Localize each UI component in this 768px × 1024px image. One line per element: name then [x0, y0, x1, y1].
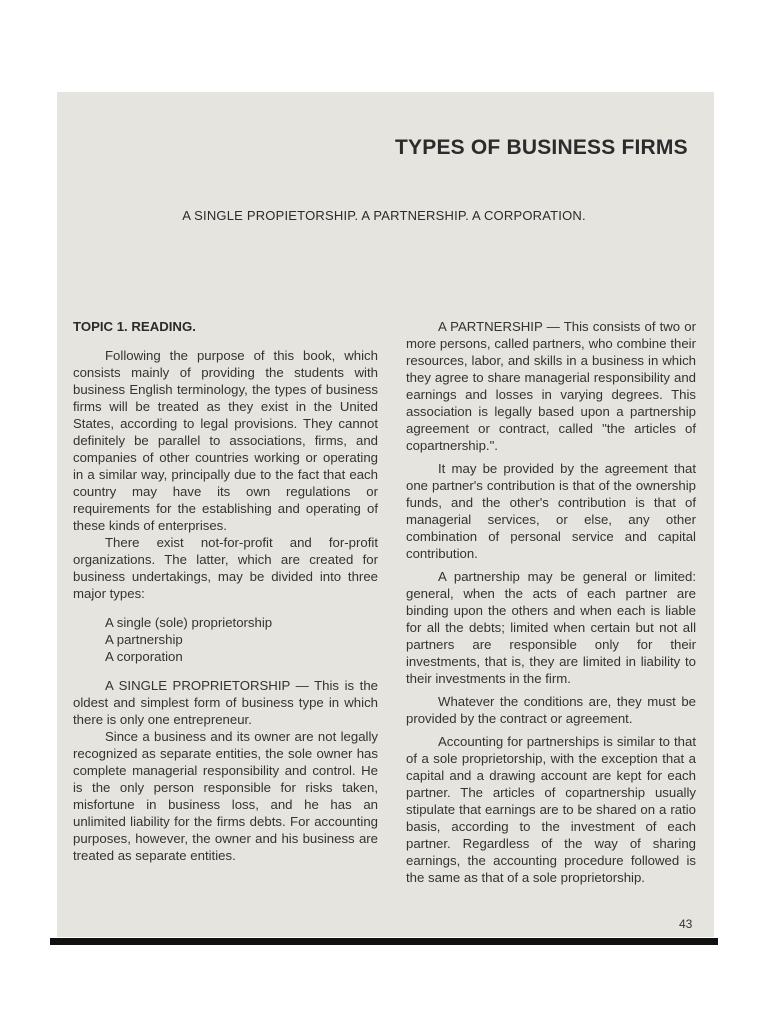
- left-column: [73, 318, 378, 864]
- page-subtitle: A SINGLE PROPIETORSHIP. A PARTNERSHIP. A CORPORATION.: [182, 208, 586, 223]
- paragraph: A partnership may be general or limited: general, when the acts of each partner are binding upon the others and when each is liable for all the debts; limited when certain but not all partners are responsible only for their investments, that is, they are limited in liability to their investments in the firm.: [406, 569, 696, 686]
- paragraph: There exist not-for-profit and for-profit organizations. The latter, which are created for business undertakings, may be divided into three major types:: [73, 535, 378, 601]
- list-item: A partnership: [105, 632, 183, 647]
- page-title: TYPES OF BUSINESS FIRMS: [395, 136, 688, 159]
- paragraph: Following the purpose of this book, which consists mainly of providing the students with business English terminology, the types of business firms will be treated as they exist in the United States, according to legal provisions. They cannot definitely be parallel to associations, firms, and companies of other countries working or operating in a similar way, principally due to the fact that each country may have its own regulations or requirements for the establishing and operating of these kinds of enterprises.: [73, 348, 378, 533]
- paragraph: A PARTNERSHIP — This consists of two or more persons, called partners, who combine their resources, labor, and skills in a business in which they agree to share managerial responsibility and earnings and losses in varying degrees. This association is legally based upon a partnership agreement or contract, called "the articles of copartnership.".: [406, 319, 696, 453]
- page-number: 43: [679, 917, 693, 931]
- section-heading: TOPIC 1. READING.: [73, 319, 196, 334]
- paragraph: It may be provided by the agreement that one partner's contribution is that of the ownership funds, and the other's contribution is that of managerial services, or else, any other combination of personal service and capital contribution.: [406, 461, 696, 561]
- paragraph: A SINGLE PROPRIETORSHIP — This is the oldest and simplest form of business type in which there is only one entrepreneur.: [73, 678, 378, 727]
- paragraph: Accounting for partnerships is similar to that of a sole proprietorship, with the exception that a capital and a drawing account are kept for each partner. The articles of copartnership usually stipulate that earnings are to be shared on a ratio basis, according to the investment of each partner. Regardless of the way of sharing earnings, the accounting procedure followed is the same as that of a sole proprietorship.: [406, 734, 696, 885]
- paragraph: Whatever the conditions are, they must be provided by the contract or agreement.: [406, 694, 696, 726]
- list-item: A corporation: [105, 649, 183, 664]
- bottom-border-bar: [50, 938, 718, 945]
- right-column: [406, 318, 696, 886]
- list-item: A single (sole) proprietorship: [105, 615, 273, 630]
- paragraph: Since a business and its owner are not legally recognized as separate entities, the sole owner has complete managerial responsibility and control. He is the only person responsible for risks taken, misfortune in business loss, and he has an unlimited liability for the firms debts. For accounting purposes, however, the owner and his business are treated as separate entities.: [73, 729, 378, 863]
- business-types-list: [105, 614, 378, 665]
